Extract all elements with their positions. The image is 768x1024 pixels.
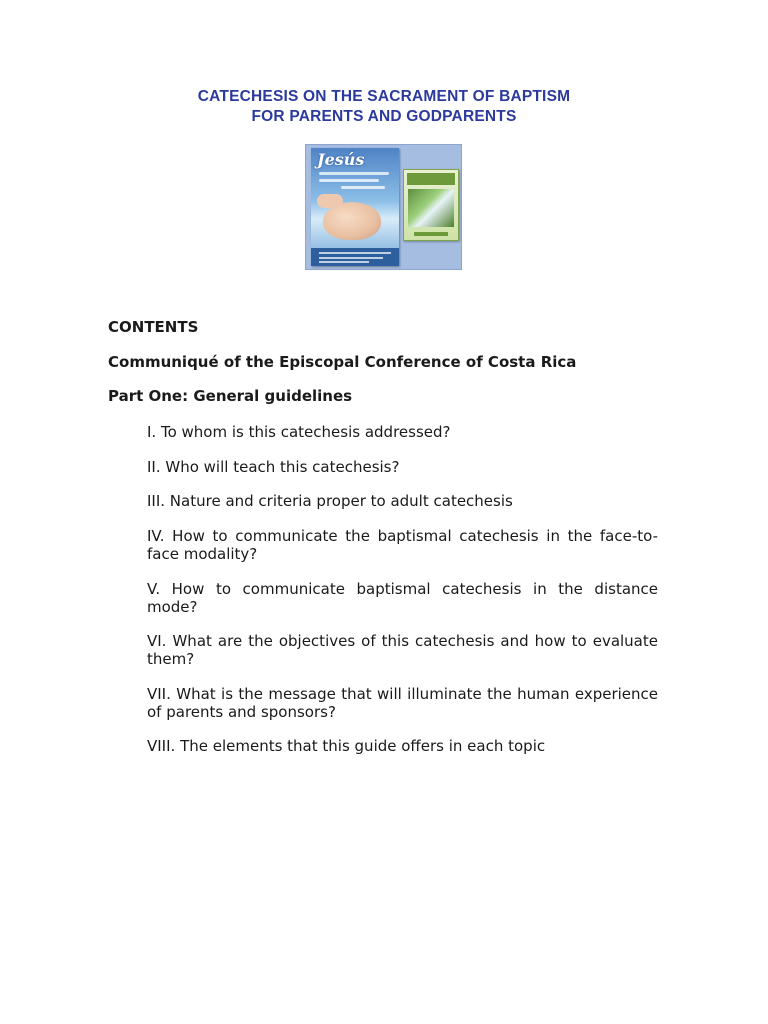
book-cover-main xyxy=(311,148,399,266)
book-cover-secondary xyxy=(403,169,459,241)
list-item: V. How to communicate baptismal catechesis in the distance mode? xyxy=(147,580,658,616)
list-item: VI. What are the objectives of this catechesis and how to evaluate them? xyxy=(147,632,658,668)
book-cover-title: Jesús xyxy=(317,150,365,169)
list-item: III. Nature and criteria proper to adult catechesis xyxy=(147,492,513,510)
waterfall-photo xyxy=(408,189,454,227)
cover-image xyxy=(305,144,462,270)
title-line-2: FOR PARENTS AND GODPARENTS xyxy=(251,108,517,125)
contents-heading: CONTENTS xyxy=(108,318,199,336)
communique-heading: Communiqué of the Episcopal Conference of Costa Rica xyxy=(108,353,577,371)
list-item: IV. How to communicate the baptismal catechesis in the face-to-face modality? xyxy=(147,527,658,563)
title-line-1: CATECHESIS ON THE SACRAMENT OF BAPTISM xyxy=(197,88,571,105)
list-item: VII. What is the message that will illuminate the human experience of parents and sponsors? xyxy=(147,685,658,721)
document-title xyxy=(0,87,768,127)
baby-shape xyxy=(323,202,381,240)
list-item: VIII. The elements that this guide offers in each topic xyxy=(147,737,546,755)
part-one-heading: Part One: General guidelines xyxy=(108,387,353,405)
cover-band xyxy=(311,248,399,266)
list-item: II. Who will teach this catechesis? xyxy=(147,458,400,476)
list-item: I. To whom is this catechesis addressed? xyxy=(147,423,451,441)
